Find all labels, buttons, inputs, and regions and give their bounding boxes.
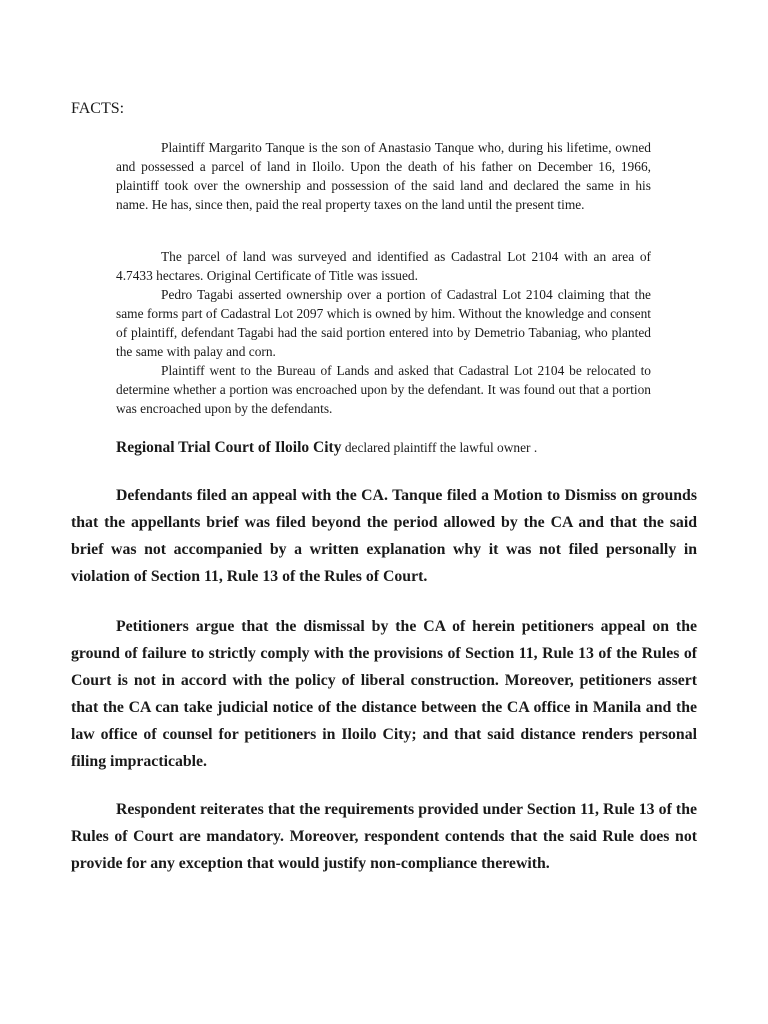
facts-paragraph: The parcel of land was surveyed and identified as Cadastral Lot 2104 with an area of 4.7433 hectares. Original Certificate of Title was issued. [116,249,651,283]
petitioners-argument-paragraph: Petitioners argue that the dismissal by the CA of herein petitioners appeal on the ground of failure to strictly comply with the provisions of Section 11, Rule 13 of the Rules of Court is not in accord with the policy of liberal construction. Moreover, petitioners assert that the CA can take judicial notice of the distance between the CA office in Manila and the law office of counsel for petitioners in Iloilo City; and that said distance renders personal filing impracticable. [71,618,697,770]
facts-paragraph: Plaintiff Margarito Tanque is the son of Anastasio Tanque who, during his lifetime, owned and possessed a parcel of land in Iloilo. Upon the death of his father on December 16, 1966, plaintiff took over the ownership and possession of the said land and declared the same in his name. He has, since then, paid the real property taxes on the land until the present time. [116,140,651,212]
facts-section-intro [116,138,651,214]
facts-paragraph: Pedro Tagabi asserted ownership over a portion of Cadastral Lot 2104 claiming that the same forms part of Cadastral Lot 2097 which is owned by him. Without the knowledge and consent of plaintiff, defendant Tagabi had the said portion entered into by Demetrio Tabaniag, who planted the same with palay and corn. [116,287,651,359]
rtc-ruling-text: declared plaintiff the lawful owner . [341,440,538,455]
facts-section-details [116,247,651,418]
rtc-court-name: Regional Trial Court of Iloilo City [116,439,342,456]
facts-heading: FACTS: [71,100,125,117]
rtc-ruling-line [116,439,537,457]
defendants-appeal-paragraph: Defendants filed an appeal with the CA. Tanque filed a Motion to Dismiss on grounds that the appellants brief was filed beyond the period allowed by the CA and that the said brief was not accompanied by a written explanation why it was not filed personally in violation of Section 11, Rule 13 of the Rules of Court. [71,487,697,585]
facts-paragraph: Plaintiff went to the Bureau of Lands and asked that Cadastral Lot 2104 be relocated to determine whether a portion was encroached upon by the defendant. It was found out that a portion was encroached upon by the defendants. [116,363,651,416]
respondent-argument-paragraph: Respondent reiterates that the requirements provided under Section 11, Rule 13 of the Rules of Court are mandatory. Moreover, respondent contends that the said Rule does not provide for any exception that would justify non-compliance therewith. [71,801,697,872]
